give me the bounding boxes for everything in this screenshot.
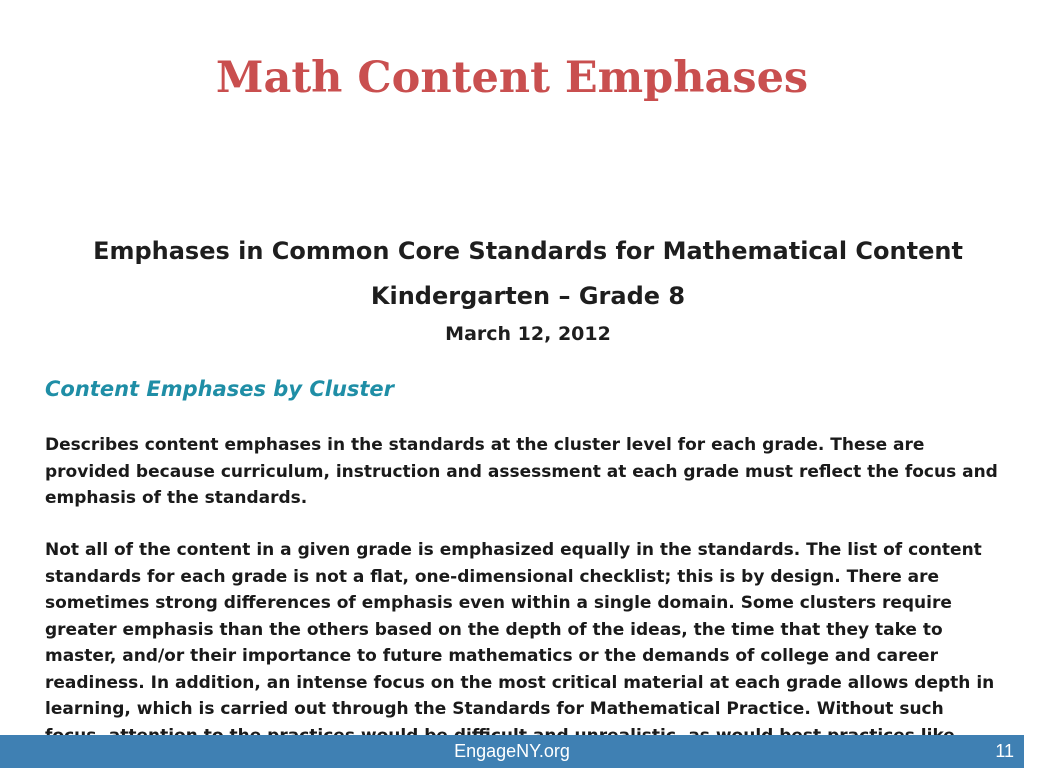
footer-bar	[0, 735, 1024, 768]
slide-title: Math Content Emphases	[215, 53, 809, 103]
document-excerpt	[0, 225, 1024, 735]
document-title: Emphases in Common Core Standards for Mathematical Content	[93, 237, 963, 265]
page-number: 11	[995, 741, 1014, 761]
document-subtitle: Kindergarten – Grade 8	[370, 282, 686, 310]
paragraph-intro: Describes content emphases in the standards at the cluster level for each grade. These are provided because curriculum, instruction and assessment at each grade must reflect the focus and emphasis of the standards.	[45, 435, 998, 508]
footer-site-name: EngageNY.org	[454, 741, 570, 761]
paragraph-emphasis: Not all of the content in a given grade is emphasized equally in the standards. The list of content standards for each grade is not a flat, one-dimensional checklist; this is by design. There are sometimes strong differences of emphasis even within a single domain. Some clusters require greater emphasis than the others based on the depth of the ideas, the time that they take to master, and/or their importance to future mathematics or the demands of college and career readiness. In addition, an intense focus on the most critical material at each grade allows depth in learning, which is carried out through the Standards for Mathematical Practice. Without such	[45, 540, 995, 719]
document-date: March 12, 2012	[445, 323, 611, 345]
section-heading: Content Emphases by Cluster	[45, 377, 395, 401]
